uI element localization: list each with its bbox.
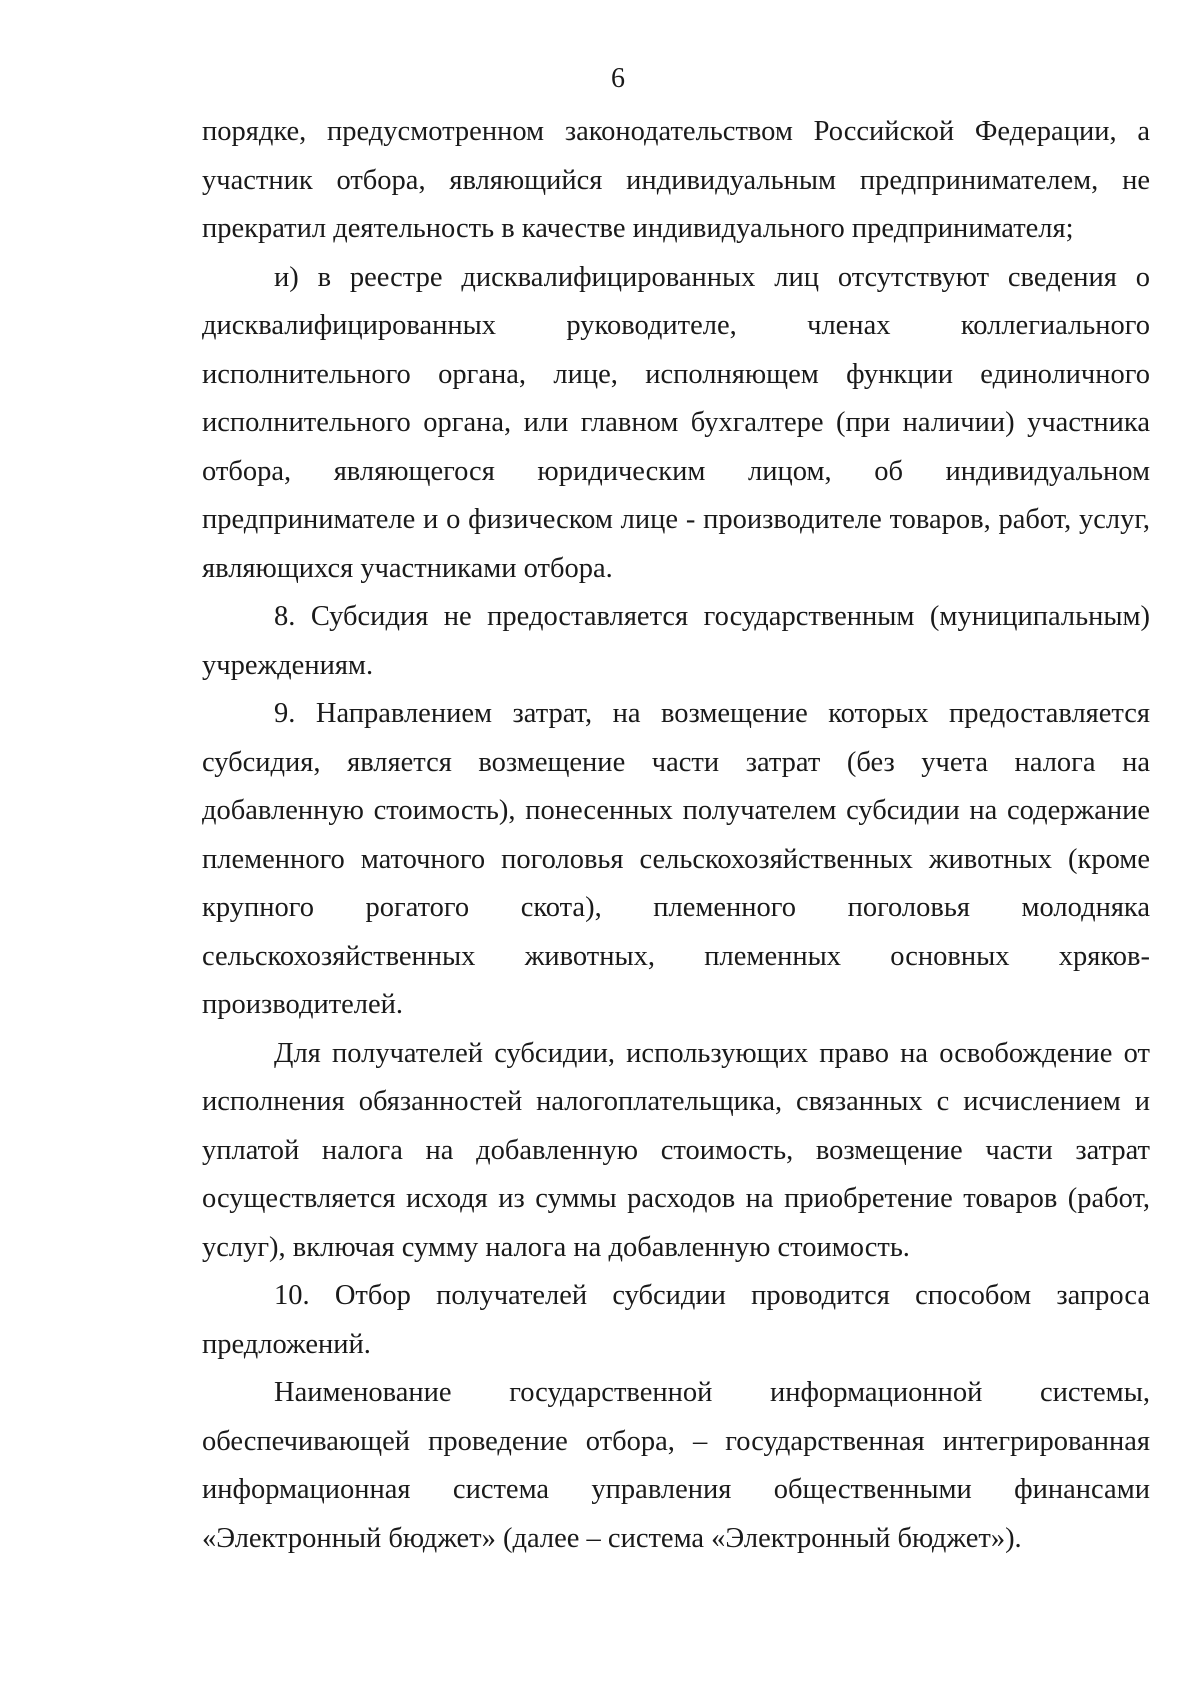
paragraph-10-system-name: Наименование государственной информационной системы, обеспечивающей проведение отбора, – государственная интегрированная информационная система управления общественными финансами «Электронный бюджет» (далее – система «Электронный бюджет»). bbox=[202, 1377, 1150, 1554]
paragraph-continuation: порядке, предусмотренном законодательством Российской Федерации, а участник отбора, являющийся индивидуальным предпринимателем, не прекратил деятельность в качестве индивидуального предпринимателя; bbox=[202, 116, 1150, 244]
paragraph-item-i: и) в реестре дисквалифицированных лиц отсутствуют сведения о дисквалифицированных руководителе, членах коллегиального исполнительного органа, лице, исполняющем функции единоличного исполнительного органа, или главном бухгалтере (при наличии) участника отбора, являющегося юридическим лицом, об индивидуальном предпринимателе и о физическом лице - производителе товаров, работ, услуг, являющихся участниками отбора. bbox=[202, 261, 1150, 584]
page-number: 6 bbox=[611, 63, 625, 94]
document-body bbox=[202, 108, 1150, 1563]
paragraph-9: 9. Направлением затрат, на возмещение которых предоставляется субсидия, является возмещение части затрат (без учета налога на добавленную стоимость), понесенных получателем субсидии на содержание племенного маточного поголовья сельскохозяйственных животных (кроме крупного рогатого скота), племенного поголовья молодняка сельскохозяйственных животных, племенных основных хряков-производителей. bbox=[202, 698, 1150, 1020]
paragraph-10: 10. Отбор получателей субсидии проводится способом запроса предложений. bbox=[202, 1280, 1150, 1360]
paragraph-9-vat-note: Для получателей субсидии, использующих право на освобождение от исполнения обязанностей налогоплательщика, связанных с исчислением и уплатой налога на добавленную стоимость, возмещение части затрат осуществляется исходя из суммы расходов на приобретение товаров (работ, услуг), включая сумму налога на добавленную стоимость. bbox=[202, 1037, 1150, 1263]
paragraph-8: 8. Субсидия не предоставляется государственным (муниципальным) учреждениям. bbox=[202, 601, 1150, 681]
